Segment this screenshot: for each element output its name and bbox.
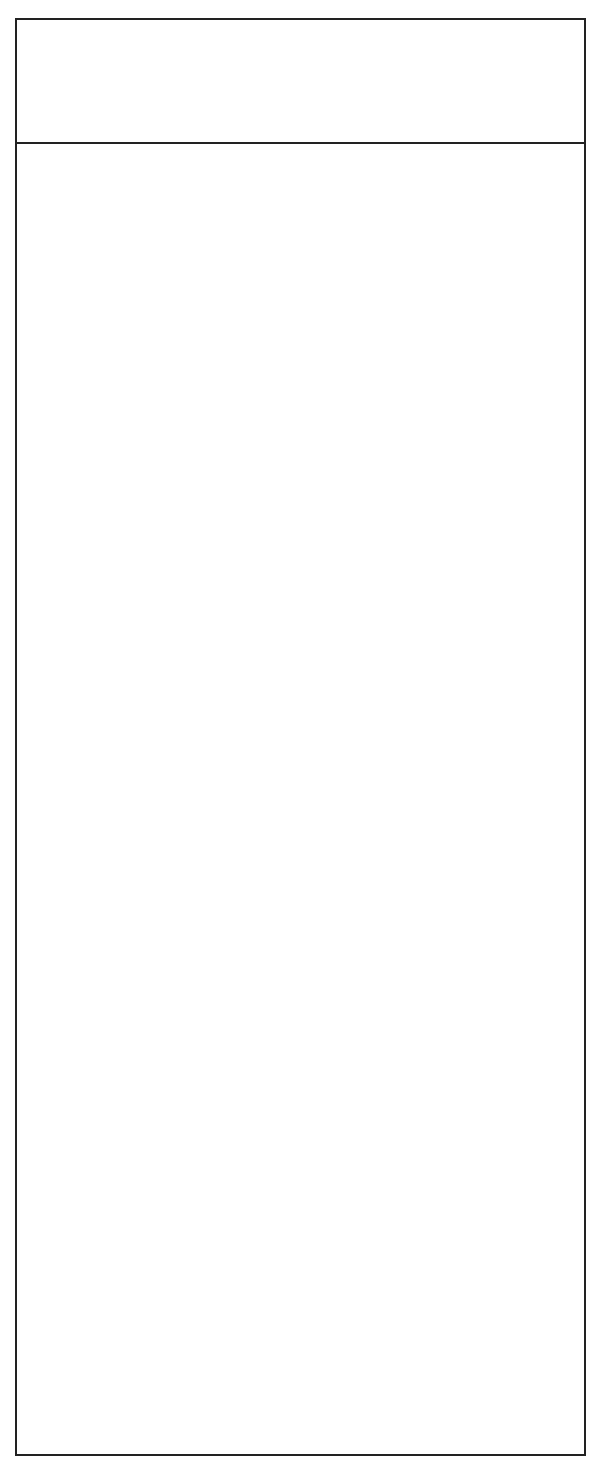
agenda-table bbox=[15, 18, 586, 1456]
host-line bbox=[33, 81, 584, 106]
time-line bbox=[33, 106, 584, 131]
theme-line bbox=[33, 56, 584, 81]
forum-header bbox=[17, 20, 584, 144]
subject-line bbox=[33, 30, 584, 56]
